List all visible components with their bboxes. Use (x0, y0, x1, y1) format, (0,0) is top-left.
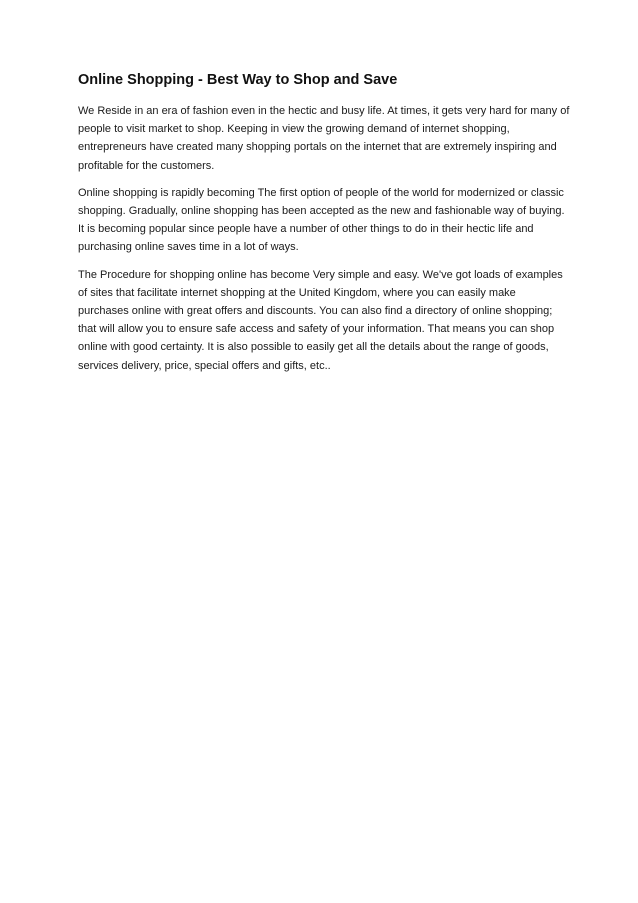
text-line: of sites that facilitate internet shopping at the United Kingdom, where you can easily make (78, 286, 516, 299)
text-line: entrepreneurs have created many shopping portals on the internet that are extremely inspiring and (78, 141, 557, 154)
text-line: purchases online with great offers and discounts. You can also find a directory of online shopping; (78, 305, 553, 318)
text-line: shopping. Gradually, online shopping has been accepted as the new and fashionable way of buying. (78, 205, 565, 218)
text-line: purchasing online saves time in a lot of ways. (78, 241, 299, 254)
text-line: online with good certainty. It is also possible to easily get all the details about the range of goods, (78, 341, 549, 354)
text-line: We Reside in an era of fashion even in the hectic and busy life. At times, it gets very hard for many of (78, 105, 570, 117)
text-line: services delivery, price, special offers and gifts, etc.. (78, 359, 331, 372)
text-line: It is becoming popular since people have a number of other things to do in their hectic life and (78, 223, 534, 236)
text-line: that will allow you to ensure safe access and safety of your information. That means you can shop (78, 323, 555, 336)
document-title: Online Shopping - Best Way to Shop and Save (78, 72, 398, 88)
text-line: profitable for the customers. (78, 159, 215, 172)
text-line: Online shopping is rapidly becoming The first option of people of the world for modernized or classic (78, 186, 564, 199)
document-page (78, 70, 568, 384)
paragraph-1 (78, 102, 568, 175)
paragraph-2 (78, 184, 568, 257)
text-line: people to visit market to shop. Keeping in view the growing demand of internet shopping, (78, 123, 510, 136)
paragraph-3 (78, 266, 568, 375)
text-line: The Procedure for shopping online has become Very simple and easy. We've got loads of examples (78, 268, 563, 281)
